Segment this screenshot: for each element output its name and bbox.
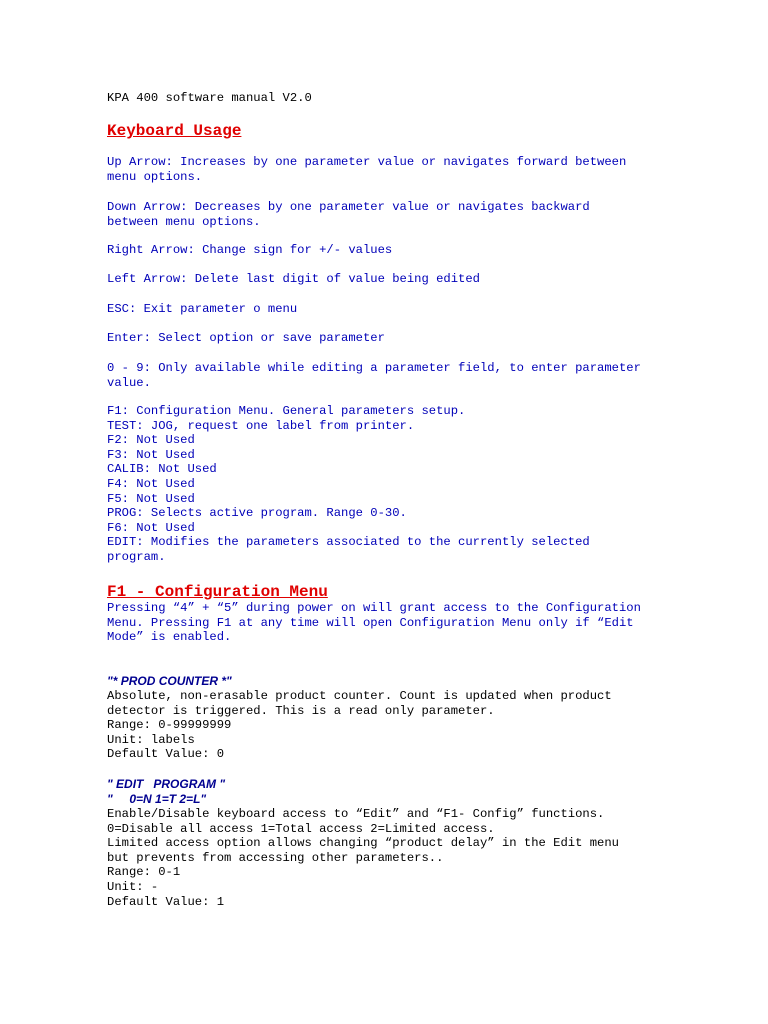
config-menu-intro: Pressing “4” + “5” during power on will grant access to the Configuration Menu. Pressing F1 at any time will open Configuration Menu only if “Edit Mode” is enabled. — [107, 601, 641, 645]
digits-paragraph: 0 - 9: Only available while editing a parameter field, to enter parameter value. — [107, 361, 641, 390]
prod-counter-description: Absolute, non-erasable product counter. Count is updated when product detector is triggered. This is a read only parameter. Range: 0-99999999 Unit: labels Default Value: 0 — [107, 689, 612, 762]
function-keys-list: F1: Configuration Menu. General parameters setup. TEST: JOG, request one label from printer. F2: Not Used F3: Not Used CALIB: Not Used F4: Not Used F5: Not Used PROG: Selects active program. Range 0-30. F6: Not Used EDIT: Modifies the parameters associated to the currently selected program. — [107, 404, 590, 564]
enter-paragraph: Enter: Select option or save parameter — [107, 331, 385, 345]
document-header: KPA 400 software manual V2.0 — [107, 91, 312, 105]
up-arrow-paragraph: Up Arrow: Increases by one parameter value or navigates forward between menu options. — [107, 155, 627, 184]
keyboard-usage-heading: Keyboard Usage — [107, 122, 242, 140]
config-menu-heading: F1 - Configuration Menu — [107, 583, 328, 601]
prod-counter-param-name: "* PROD COUNTER *" — [107, 674, 232, 688]
esc-paragraph: ESC: Exit parameter o menu — [107, 302, 298, 316]
edit-program-description: Enable/Disable keyboard access to “Edit” and “F1- Config” functions. 0=Disable all access 1=Total access 2=Limited access. Limited access option allows changing “product delay” in the Edit menu but prevents from accessing other parameters.. Range: 0-1 Unit: - Default Value: 1 — [107, 807, 619, 909]
right-arrow-paragraph: Right Arrow: Change sign for +/- values — [107, 243, 393, 257]
edit-program-param-name: " EDIT PROGRAM " " 0=N 1=T 2=L" — [107, 777, 226, 806]
down-arrow-paragraph: Down Arrow: Decreases by one parameter value or navigates backward between menu options. — [107, 200, 590, 229]
left-arrow-paragraph: Left Arrow: Delete last digit of value being edited — [107, 272, 480, 286]
